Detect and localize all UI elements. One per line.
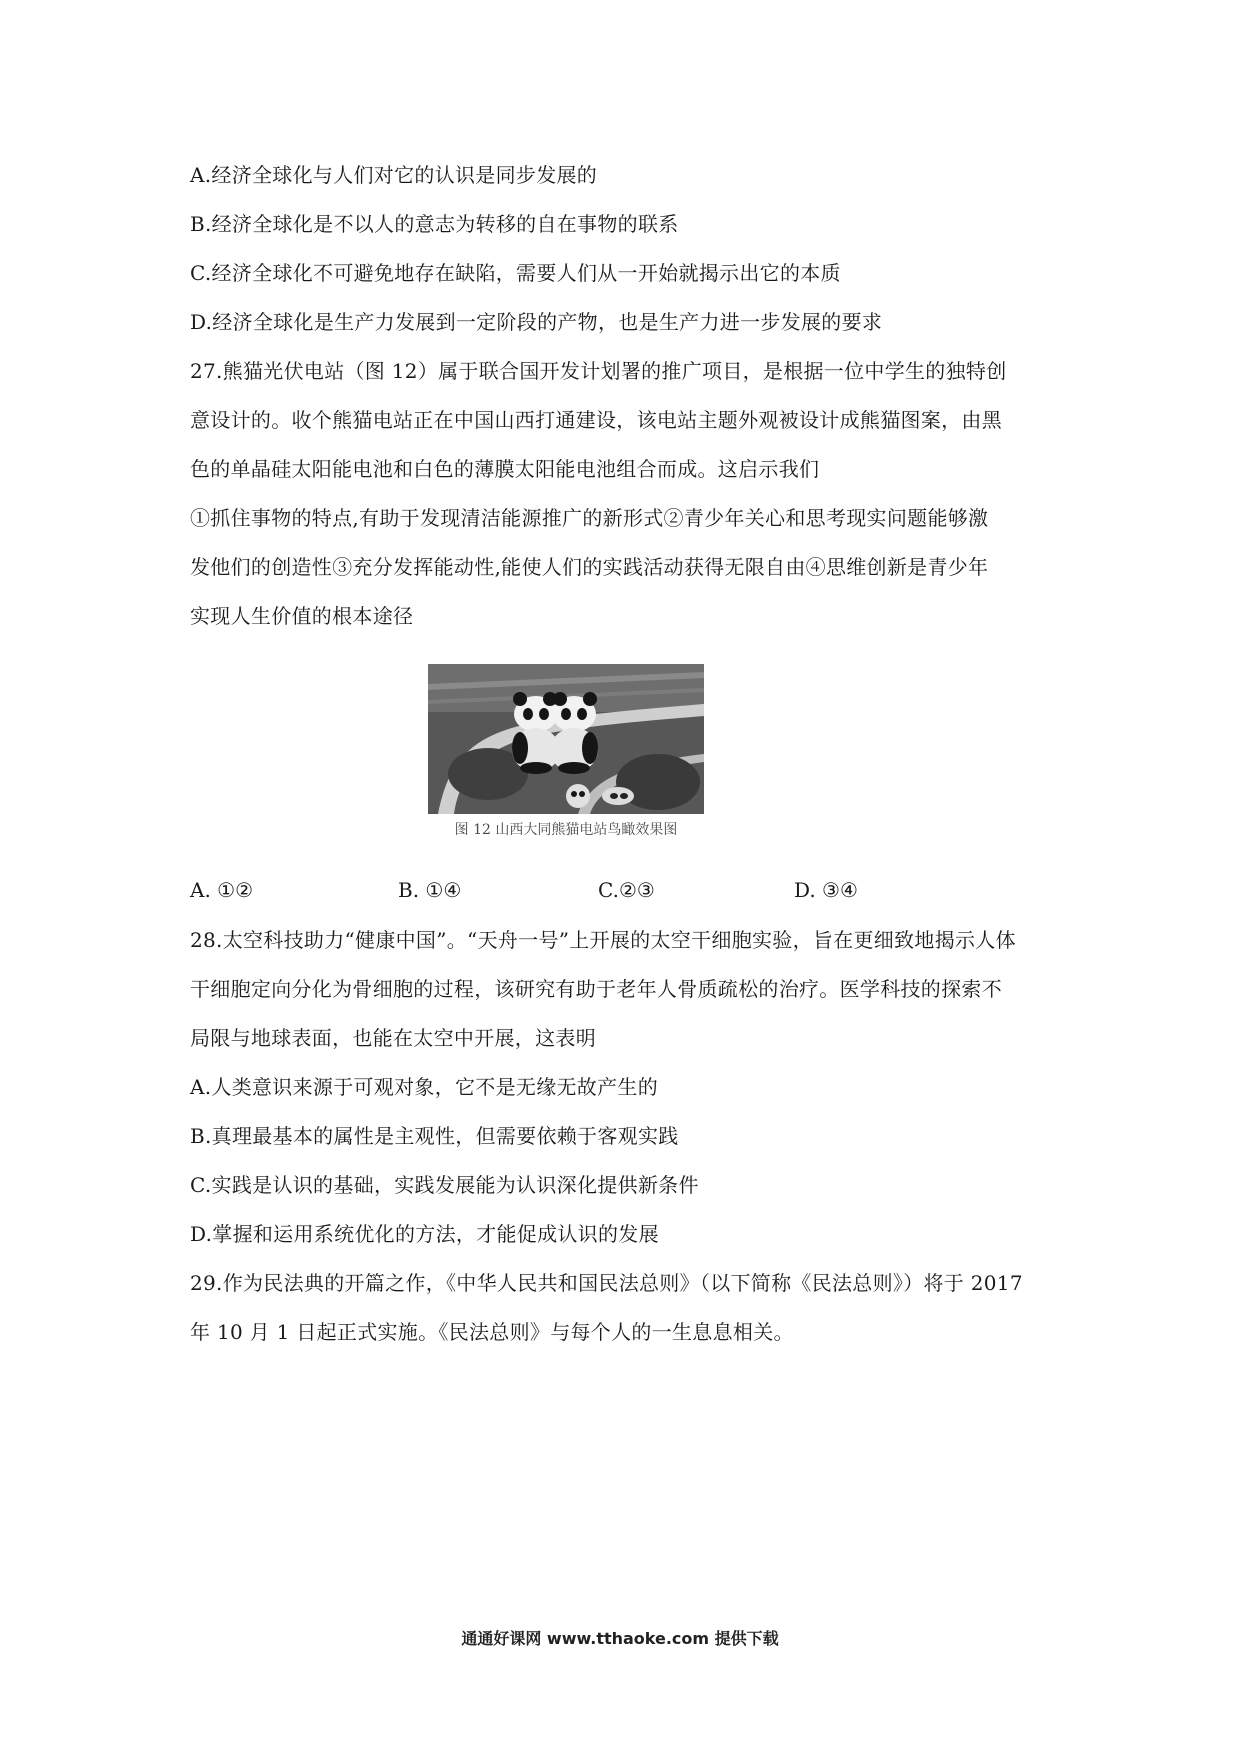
q28-stem-line-3: 局限与地球表面，也能在太空中开展，这表明 — [190, 1026, 596, 1050]
q27-choice-d: D. ③④ — [794, 878, 858, 902]
q27-statement-line-1: ①抓住事物的特点,有助于发现清洁能源推广的新形式②青少年关心和思考现实问题能够激 — [190, 506, 989, 530]
q27-stem-line-1: 27.熊猫光伏电站（图 12）属于联合国开发计划署的推广项目，是根据一位中学生的独特创 — [190, 359, 1007, 383]
q26-option-b: B.经济全球化是不以人的意志为转移的自在事物的联系 — [190, 212, 679, 236]
q27-choices — [190, 878, 890, 908]
q27-statement-line-2: 发他们的创造性③充分发挥能动性,能使人们的实践活动获得无限自由④思维创新是青少年 — [190, 555, 989, 579]
q27-choice-a: A. ①② — [190, 878, 254, 902]
q29-stem-line-2: 年 10 月 1 日起正式实施。《民法总则》与每个人的一生息息相关。 — [190, 1320, 794, 1344]
panda-power-station-photo — [428, 664, 704, 814]
figure-caption: 图 12 山西大同熊猫电站鸟瞰效果图 — [454, 822, 678, 838]
q27-choice-c: C.②③ — [598, 878, 655, 902]
q26-option-a: A.经济全球化与人们对它的认识是同步发展的 — [190, 163, 598, 187]
q27-stem-line-3: 色的单晶硅太阳能电池和白色的薄膜太阳能电池组合而成。这启示我们 — [190, 457, 820, 481]
q27-stem-line-2: 意设计的。收个熊猫电站正在中国山西打通建设，该电站主题外观被设计成熊猫图案，由黑 — [190, 408, 1002, 432]
q28-option-d: D.掌握和运用系统优化的方法，才能促成认识的发展 — [190, 1222, 659, 1246]
q27-choice-b: B. ①④ — [398, 878, 462, 902]
q26-option-d: D.经济全球化是生产力发展到一定阶段的产物，也是生产力进一步发展的要求 — [190, 310, 883, 334]
q26-option-c: C.经济全球化不可避免地存在缺陷，需要人们从一开始就揭示出它的本质 — [190, 261, 841, 285]
q28-stem-line-2: 干细胞定向分化为骨细胞的过程，该研究有助于老年人骨质疏松的治疗。医学科技的探索不 — [190, 977, 1002, 1001]
figure-12 — [428, 664, 704, 856]
q28-option-a: A.人类意识来源于可观对象，它不是无缘无故产生的 — [190, 1075, 659, 1099]
q29-stem-line-1: 29.作为民法典的开篇之作，《中华人民共和国民法总则》（以下简称《民法总则》）将于 2017 — [190, 1271, 1023, 1295]
q28-option-c: C.实践是认识的基础，实践发展能为认识深化提供新条件 — [190, 1173, 699, 1197]
q27-statement-line-3: 实现人生价值的根本途径 — [190, 604, 414, 628]
q28-stem-line-1: 28.太空科技助力“健康中国”。“天舟一号”上开展的太空干细胞实验，旨在更细致地揭示人体 — [190, 928, 1016, 952]
q28-option-b: B.真理最基本的属性是主观性，但需要依赖于客观实践 — [190, 1124, 679, 1148]
page-footer: 通通好课网 www.tthaoke.com 提供下载 — [461, 1629, 779, 1648]
